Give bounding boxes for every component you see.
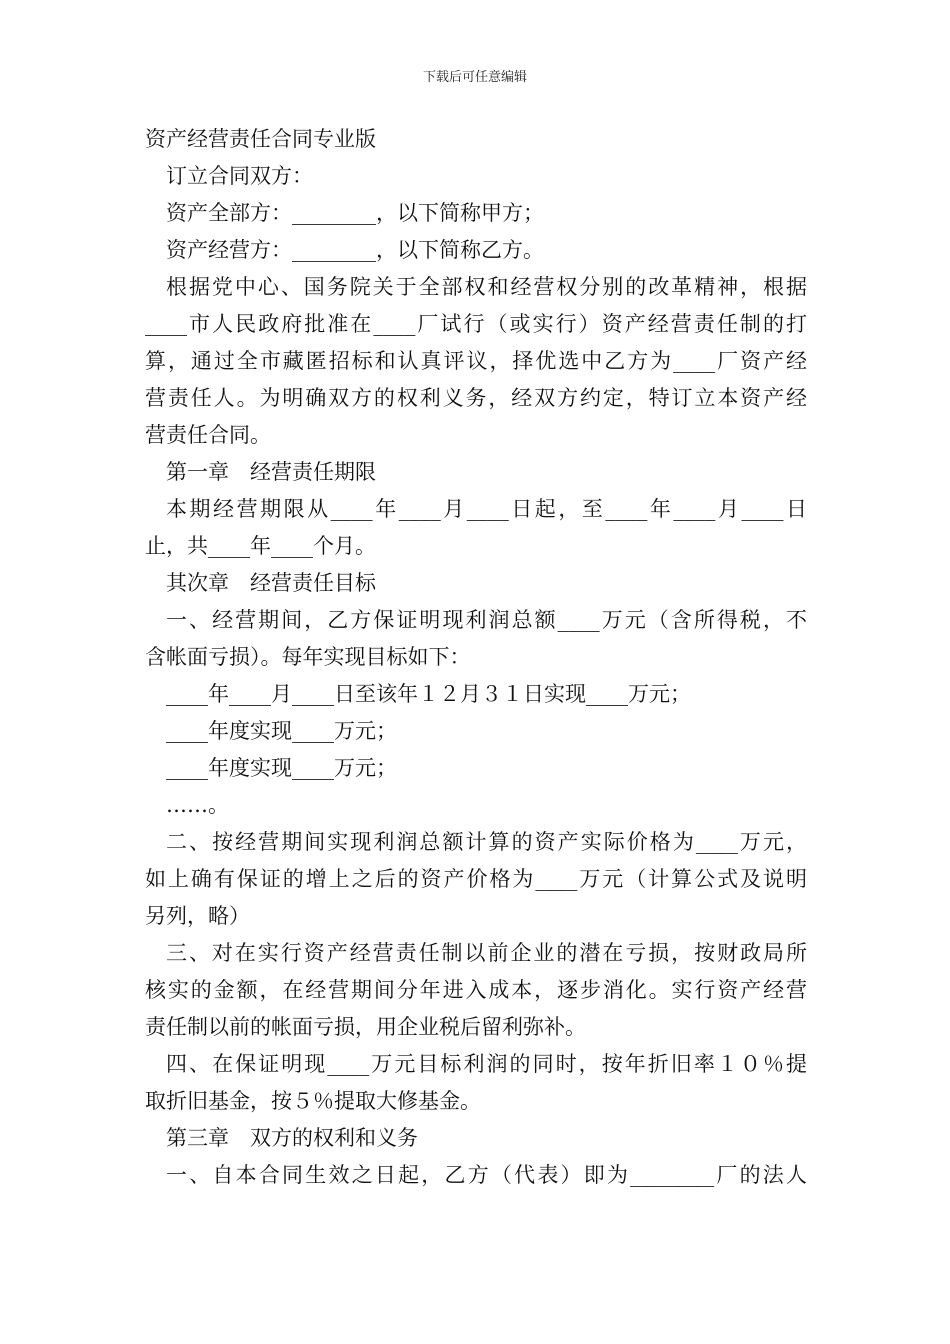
preamble-line: 营责任合同。 bbox=[145, 423, 271, 447]
clause-line: 取折旧基金，按５％提取大修基金。 bbox=[145, 1089, 481, 1113]
party-a-line: 资产全部方：________，以下简称甲方； bbox=[166, 201, 544, 225]
clause-line: 含帐面亏损）。每年实现目标如下： bbox=[145, 645, 471, 669]
chapter-heading: 第一章 经营责任期限 bbox=[166, 460, 376, 484]
clause-line: 三、对在实行资产经营责任制以前企业的潜在亏损，按财政局所 bbox=[166, 941, 807, 965]
clause-line: 一、自本合同生效之日起，乙方（代表）即为________厂的法人 bbox=[166, 1163, 807, 1187]
preamble-line: ____市人民政府批准在____厂试行（或实行）资产经营责任制的打 bbox=[145, 312, 807, 336]
party-b-line: 资产经营方：________，以下简称乙方。 bbox=[166, 238, 544, 262]
preamble-line: 算，通过全市藏匿招标和认真评议，择优选中乙方为____厂资产经 bbox=[145, 349, 807, 373]
document-title: 资产经营责任合同专业版 bbox=[145, 127, 376, 151]
clause-line: 四、在保证明现____万元目标利润的同时，按年折旧率１０％提 bbox=[166, 1052, 807, 1076]
clause-line: 止，共____年____个月。 bbox=[145, 534, 376, 558]
contract-body bbox=[145, 121, 807, 1194]
ellipsis-line: ……。 bbox=[166, 793, 229, 817]
chapter-heading: 其次章 经营责任目标 bbox=[166, 571, 376, 595]
chapter-heading: 第三章 双方的权利和义务 bbox=[166, 1126, 418, 1150]
target-line: ____年____月____日至该年１２月３１日实现____万元； bbox=[166, 682, 691, 706]
clause-line: 核实的金额，在经营期间分年进入成本，逐步消化。实行资产经营 bbox=[145, 978, 807, 1002]
clause-line: 责任制以前的帐面亏损，用企业税后留利弥补。 bbox=[145, 1015, 586, 1039]
clause-line: 如上确有保证的增上之后的资产价格为____万元（计算公式及说明 bbox=[145, 867, 807, 891]
header-note: 下载后可任意编辑 bbox=[422, 70, 527, 85]
clause-line: 本期经营期限从____年____月____日起，至____年____月____日 bbox=[166, 497, 807, 521]
preamble-line: 营责任人。为明确双方的权利义务，经双方约定，特订立本资产经 bbox=[145, 386, 807, 410]
clause-line: 二、按经营期间实现利润总额计算的资产实际价格为____万元， bbox=[166, 830, 807, 854]
preamble-line: 根据党中心、国务院关于全部权和经营权分别的改革精神，根据 bbox=[166, 275, 807, 299]
clause-line: 另列，略） bbox=[145, 904, 250, 928]
contract-parties-heading: 订立合同双方： bbox=[166, 164, 313, 188]
target-line: ____年度实现____万元； bbox=[166, 756, 397, 780]
target-line: ____年度实现____万元； bbox=[166, 719, 397, 743]
clause-line: 一、经营期间，乙方保证明现利润总额____万元（含所得税，不 bbox=[166, 608, 807, 632]
